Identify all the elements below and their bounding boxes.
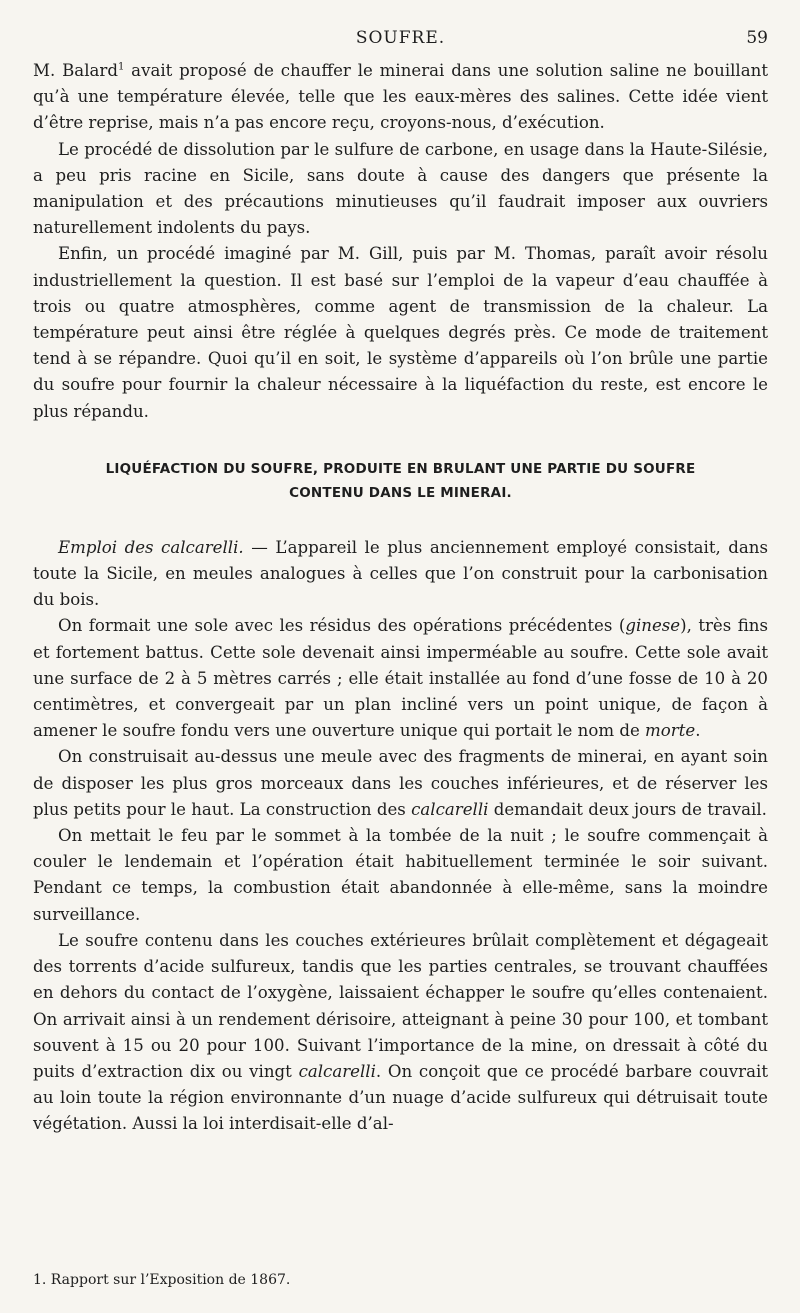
paragraph bbox=[33, 928, 768, 1138]
paragraph-text: — L’appareil le plus anciennement employé consistait, dans toute la Sicile, en meules analogues à celles que l’on construit pour la carbonisation du bois. bbox=[33, 537, 768, 610]
paragraph-text: . bbox=[695, 721, 701, 741]
body-text bbox=[33, 58, 768, 1138]
paragraph: Enfin, un procédé imaginé par M. Gill, puis par M. Thomas, paraît avoir résolu industriellement la question. Il est basé sur l’emploi de la vapeur d’eau chauffée à trois ou quatre atmosphères, comme agent de transmission de la chaleur. La température peut ainsi être réglée à quelques degrés près. Ce mode de traitement tend à se répandre. Quoi qu’il en soit, le système d’appareils où l’on brûle une partie du soufre pour fournir la chaleur nécessaire à la liquéfaction du reste, est encore le plus répandu. bbox=[33, 244, 768, 421]
paragraph bbox=[33, 535, 768, 614]
subsection-title: Emploi des calcarelli. bbox=[58, 537, 244, 557]
footnote-marker: 1 bbox=[117, 61, 125, 73]
paragraph: Le procédé de dissolution par le sulfure de carbone, en usage dans la Haute-Silésie, a peu pris racine en Sicile, sans doute à cause des dangers que présente la manipulation et des précautions minutieuses qu’il faudrait imposer aux ouvriers naturellement indolents du pays. bbox=[33, 139, 768, 238]
footnote bbox=[33, 1270, 768, 1290]
running-head bbox=[33, 28, 768, 52]
italic-term: ginese bbox=[625, 616, 681, 636]
paragraph-text: M. Balard bbox=[33, 61, 118, 80]
section-heading-line: LIQUÉFACTION DU SOUFRE, PRODUITE EN BRULANT UNE PARTIE DU SOUFRE bbox=[105, 460, 696, 477]
paragraph: On mettait le feu par le sommet à la tombée de la nuit ; le soufre commençait à couler le lendemain et l’opération était habituellement terminée le soir suivant. Pendant ce temps, la combustion était abandonnée à elle-même, sans la moindre surveillance. bbox=[33, 826, 768, 924]
italic-term: morte bbox=[645, 721, 696, 741]
footnote-number: 1. bbox=[33, 1272, 47, 1288]
italic-term: calcarelli bbox=[298, 1061, 376, 1081]
paragraph-text: Le soufre contenu dans les couches extérieures brûlait complètement et dégageait des torrents d’acide sulfureux, tandis que les parties centrales, se trouvant chauffées en dehors du contact de l’oxygène, laissaient échapper le soufre qu’elles contenaient. On arrivait ainsi à un rendement dérisoire, atteignant à peine 30 pour 100, et tombant souvent à 15 ou 20 pour 100. Suivant l’importance de la mine, on dressait à côté du puits d’extraction dix ou vingt bbox=[33, 930, 768, 1081]
paragraph bbox=[33, 613, 768, 744]
paragraph-text: On formait une sole avec les résidus des opérations précédentes ( bbox=[58, 616, 626, 636]
paragraph-text: demandait deux jours de travail. bbox=[488, 799, 767, 819]
section-heading bbox=[33, 457, 768, 505]
running-title: SOUFRE. bbox=[355, 28, 446, 48]
footnote-text: Rapport sur l’Exposition de 1867. bbox=[46, 1272, 291, 1288]
page-number: 59 bbox=[746, 28, 768, 48]
paragraph bbox=[33, 744, 768, 823]
paragraph bbox=[33, 58, 768, 137]
paragraph-text: avait proposé de chauffer le minerai dans une solution saline ne bouillant qu’à une température élevée, telle que les eaux-mères des salines. Cette idée vient d’être reprise, mais n’a pas encore reçu, croyons-nous, d’exécution. bbox=[33, 61, 768, 133]
italic-term: calcarelli bbox=[411, 799, 489, 819]
section-heading-line: CONTENU DANS LE MINERAI. bbox=[289, 484, 512, 501]
paragraph-text: On construisait au-dessus une meule avec des fragments de minerai, en ayant soin de disposer les plus gros morceaux dans les couches inférieures, et de réserver les plus petits pour le haut. La construction des bbox=[33, 747, 768, 819]
paragraph-text: ), très fins et fortement battus. Cette sole devenait ainsi imperméable au soufre. Cette sole avait une surface de 2 à 5 mètres carrés ; elle était installée au fond d’une fosse de 10 à 20 centimètres, et convergeait par un plan incliné vers un point unique, de façon à amener le soufre fondu vers une ouverture unique qui portait le nom de bbox=[33, 616, 768, 741]
paragraph-text: . On conçoit que ce procédé barbare couvrait au loin toute la région environnante d’un nuage d’acide sulfureux qui détruisait toute végétation. Aussi la loi interdisait-elle d’al- bbox=[33, 1061, 768, 1134]
